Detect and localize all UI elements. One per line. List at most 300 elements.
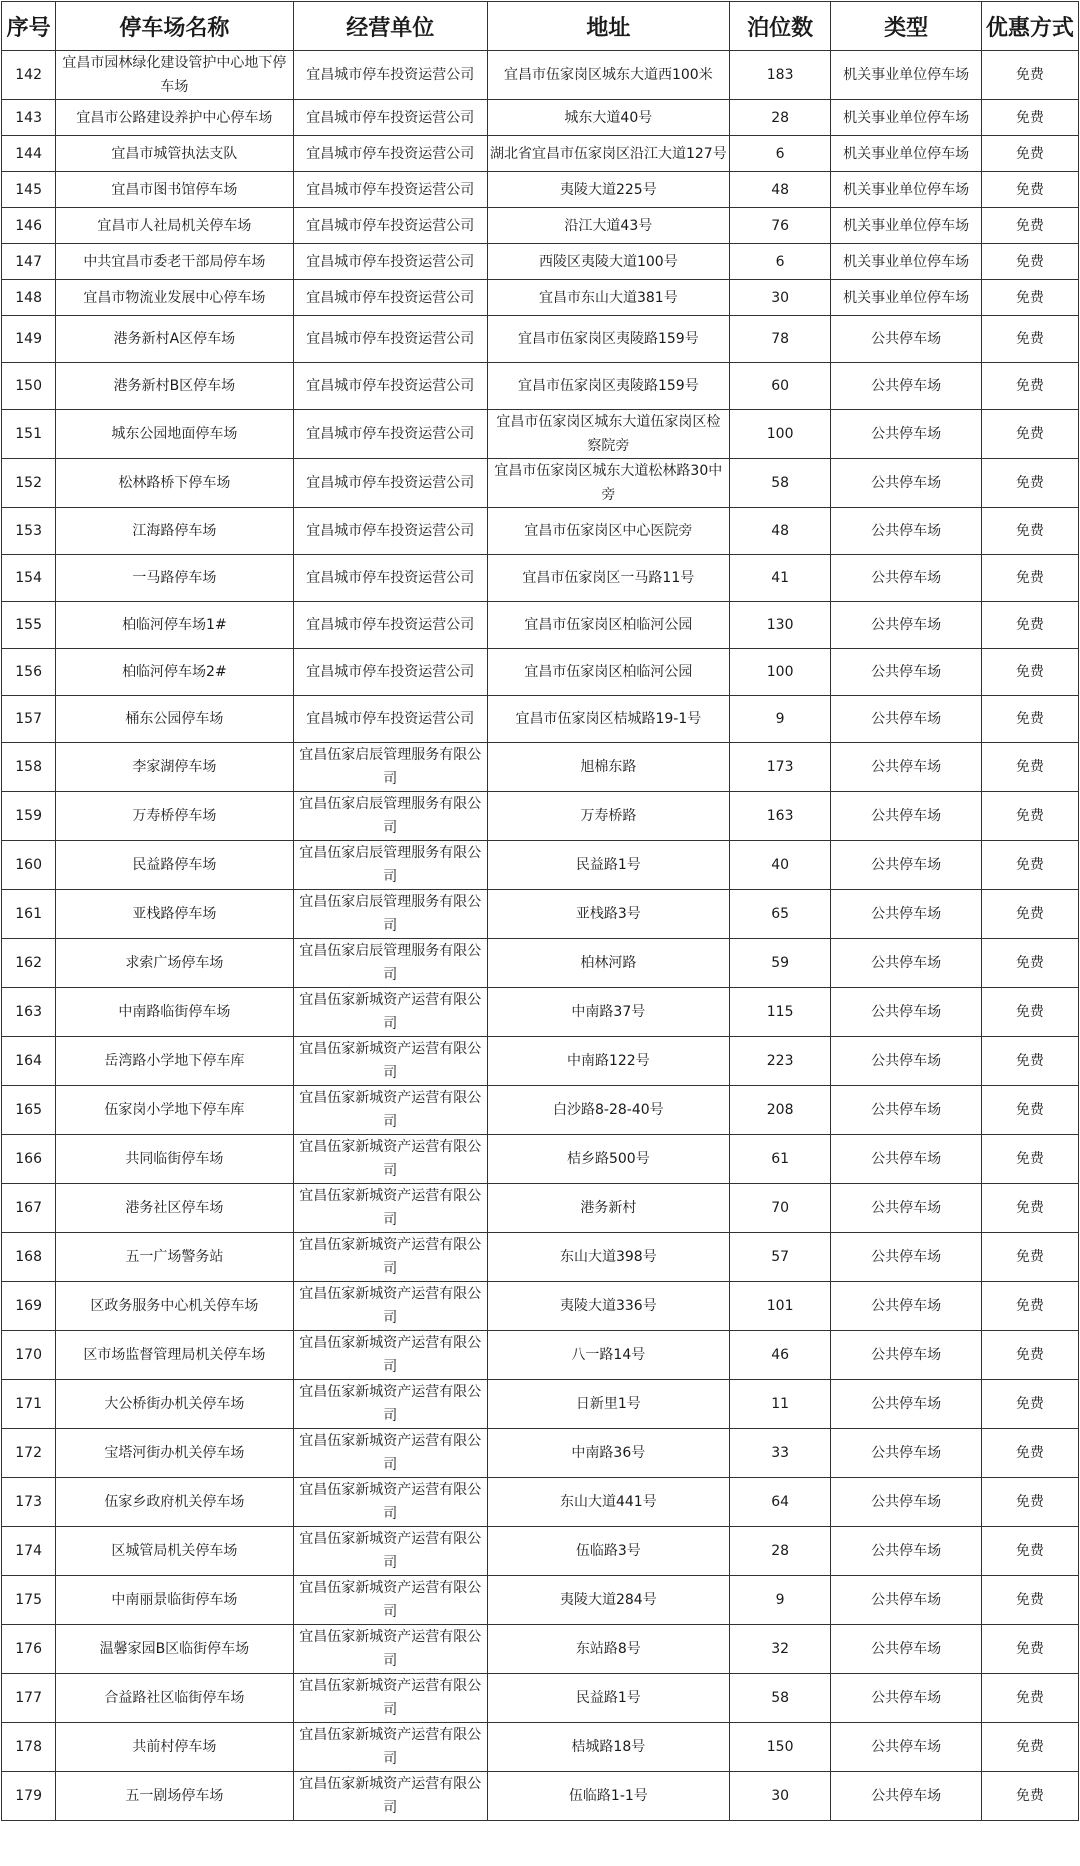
- cell-parking-name: 港务社区停车场: [56, 1184, 293, 1233]
- table-row: [2, 172, 1079, 208]
- table-row: [2, 743, 1079, 792]
- cell-address: 万寿桥路: [487, 792, 729, 841]
- cell-parking-name: 中共宜昌市委老干部局停车场: [56, 244, 293, 280]
- cell-address: 民益路1号: [487, 841, 729, 890]
- cell-serial-no: 146: [2, 208, 56, 244]
- cell-parking-name: 区城管局机关停车场: [56, 1527, 293, 1576]
- cell-spaces: 48: [729, 172, 831, 208]
- cell-discount: 免费: [981, 939, 1078, 988]
- table-header-row: [2, 2, 1079, 51]
- cell-address: 夷陵大道336号: [487, 1282, 729, 1331]
- table-row: [2, 508, 1079, 555]
- cell-operator: 宜昌城市停车投资运营公司: [293, 696, 487, 743]
- table-row: [2, 244, 1079, 280]
- cell-parking-name: 共同临街停车场: [56, 1135, 293, 1184]
- cell-serial-no: 177: [2, 1674, 56, 1723]
- cell-serial-no: 149: [2, 316, 56, 363]
- cell-parking-name: 柏临河停车场2#: [56, 649, 293, 696]
- cell-address: 白沙路8-28-40号: [487, 1086, 729, 1135]
- cell-type: 公共停车场: [831, 1037, 981, 1086]
- table-row: [2, 1772, 1079, 1821]
- cell-parking-name: 宜昌市城管执法支队: [56, 136, 293, 172]
- cell-discount: 免费: [981, 1331, 1078, 1380]
- cell-spaces: 33: [729, 1429, 831, 1478]
- table-row: [2, 459, 1079, 508]
- header-discount: 优惠方式: [981, 2, 1078, 51]
- cell-serial-no: 169: [2, 1282, 56, 1331]
- cell-operator: 宜昌城市停车投资运营公司: [293, 363, 487, 410]
- cell-parking-name: 求索广场停车场: [56, 939, 293, 988]
- table-row: [2, 1674, 1079, 1723]
- cell-type: 公共停车场: [831, 1576, 981, 1625]
- cell-discount: 免费: [981, 363, 1078, 410]
- cell-address: 桔乡路500号: [487, 1135, 729, 1184]
- table-row: [2, 1331, 1079, 1380]
- cell-spaces: 11: [729, 1380, 831, 1429]
- cell-type: 公共停车场: [831, 696, 981, 743]
- cell-spaces: 100: [729, 649, 831, 696]
- table-row: [2, 602, 1079, 649]
- cell-address: 中南路37号: [487, 988, 729, 1037]
- cell-spaces: 78: [729, 316, 831, 363]
- cell-operator: 宜昌城市停车投资运营公司: [293, 244, 487, 280]
- cell-parking-name: 伍家乡政府机关停车场: [56, 1478, 293, 1527]
- cell-serial-no: 176: [2, 1625, 56, 1674]
- cell-parking-name: 岳湾路小学地下停车库: [56, 1037, 293, 1086]
- cell-serial-no: 145: [2, 172, 56, 208]
- cell-discount: 免费: [981, 988, 1078, 1037]
- cell-parking-name: 宜昌市人社局机关停车场: [56, 208, 293, 244]
- cell-type: 公共停车场: [831, 988, 981, 1037]
- cell-spaces: 41: [729, 555, 831, 602]
- cell-address: 宜昌市伍家岗区中心医院旁: [487, 508, 729, 555]
- table-row: [2, 1723, 1079, 1772]
- cell-serial-no: 155: [2, 602, 56, 649]
- cell-spaces: 208: [729, 1086, 831, 1135]
- cell-parking-name: 宜昌市园林绿化建设管护中心地下停车场: [56, 51, 293, 100]
- cell-address: 日新里1号: [487, 1380, 729, 1429]
- cell-address: 夷陵大道284号: [487, 1576, 729, 1625]
- cell-operator: 宜昌城市停车投资运营公司: [293, 649, 487, 696]
- cell-spaces: 28: [729, 100, 831, 136]
- cell-serial-no: 179: [2, 1772, 56, 1821]
- cell-spaces: 9: [729, 1576, 831, 1625]
- cell-discount: 免费: [981, 1576, 1078, 1625]
- cell-discount: 免费: [981, 244, 1078, 280]
- table-row: [2, 410, 1079, 459]
- table-row: [2, 649, 1079, 696]
- cell-spaces: 32: [729, 1625, 831, 1674]
- cell-spaces: 173: [729, 743, 831, 792]
- cell-serial-no: 157: [2, 696, 56, 743]
- table-row: [2, 792, 1079, 841]
- cell-spaces: 6: [729, 244, 831, 280]
- cell-operator: 宜昌伍家新城资产运营有限公司: [293, 1772, 487, 1821]
- cell-parking-name: 亚栈路停车场: [56, 890, 293, 939]
- cell-spaces: 183: [729, 51, 831, 100]
- cell-parking-name: 共前村停车场: [56, 1723, 293, 1772]
- cell-type: 机关事业单位停车场: [831, 172, 981, 208]
- cell-parking-name: 伍家岗小学地下停车库: [56, 1086, 293, 1135]
- cell-address: 沿江大道43号: [487, 208, 729, 244]
- cell-serial-no: 160: [2, 841, 56, 890]
- cell-operator: 宜昌伍家新城资产运营有限公司: [293, 1086, 487, 1135]
- cell-spaces: 100: [729, 410, 831, 459]
- cell-discount: 免费: [981, 1086, 1078, 1135]
- cell-parking-name: 港务新村B区停车场: [56, 363, 293, 410]
- cell-parking-name: 温馨家园B区临街停车场: [56, 1625, 293, 1674]
- cell-discount: 免费: [981, 743, 1078, 792]
- cell-serial-no: 153: [2, 508, 56, 555]
- cell-serial-no: 143: [2, 100, 56, 136]
- cell-address: 伍临路1-1号: [487, 1772, 729, 1821]
- cell-parking-name: 万寿桥停车场: [56, 792, 293, 841]
- cell-address: 宜昌市伍家岗区城东大道松林路30中旁: [487, 459, 729, 508]
- cell-serial-no: 163: [2, 988, 56, 1037]
- cell-spaces: 46: [729, 1331, 831, 1380]
- cell-type: 公共停车场: [831, 1380, 981, 1429]
- cell-parking-name: 五一剧场停车场: [56, 1772, 293, 1821]
- cell-operator: 宜昌伍家启辰管理服务有限公司: [293, 890, 487, 939]
- cell-type: 公共停车场: [831, 508, 981, 555]
- cell-operator: 宜昌伍家新城资产运营有限公司: [293, 1282, 487, 1331]
- cell-type: 机关事业单位停车场: [831, 280, 981, 316]
- cell-type: 机关事业单位停车场: [831, 100, 981, 136]
- cell-serial-no: 175: [2, 1576, 56, 1625]
- cell-discount: 免费: [981, 1135, 1078, 1184]
- cell-serial-no: 167: [2, 1184, 56, 1233]
- cell-type: 公共停车场: [831, 1135, 981, 1184]
- cell-operator: 宜昌伍家新城资产运营有限公司: [293, 1233, 487, 1282]
- table-row: [2, 136, 1079, 172]
- cell-type: 公共停车场: [831, 1331, 981, 1380]
- cell-type: 公共停车场: [831, 1282, 981, 1331]
- cell-operator: 宜昌伍家新城资产运营有限公司: [293, 1723, 487, 1772]
- cell-operator: 宜昌伍家新城资产运营有限公司: [293, 1037, 487, 1086]
- cell-operator: 宜昌伍家启辰管理服务有限公司: [293, 939, 487, 988]
- cell-discount: 免费: [981, 1380, 1078, 1429]
- cell-operator: 宜昌城市停车投资运营公司: [293, 208, 487, 244]
- cell-serial-no: 170: [2, 1331, 56, 1380]
- cell-type: 公共停车场: [831, 939, 981, 988]
- table-row: [2, 51, 1079, 100]
- cell-serial-no: 162: [2, 939, 56, 988]
- cell-operator: 宜昌城市停车投资运营公司: [293, 100, 487, 136]
- cell-operator: 宜昌伍家新城资产运营有限公司: [293, 1674, 487, 1723]
- cell-operator: 宜昌伍家新城资产运营有限公司: [293, 1184, 487, 1233]
- cell-type: 公共停车场: [831, 1527, 981, 1576]
- cell-parking-name: 城东公园地面停车场: [56, 410, 293, 459]
- cell-operator: 宜昌伍家新城资产运营有限公司: [293, 1380, 487, 1429]
- cell-operator: 宜昌城市停车投资运营公司: [293, 172, 487, 208]
- cell-serial-no: 165: [2, 1086, 56, 1135]
- table-row: [2, 939, 1079, 988]
- cell-address: 亚栈路3号: [487, 890, 729, 939]
- table-body: [2, 51, 1079, 1821]
- cell-spaces: 60: [729, 363, 831, 410]
- cell-discount: 免费: [981, 1282, 1078, 1331]
- cell-type: 公共停车场: [831, 792, 981, 841]
- cell-spaces: 30: [729, 280, 831, 316]
- table-row: [2, 1086, 1079, 1135]
- cell-spaces: 70: [729, 1184, 831, 1233]
- cell-parking-name: 民益路停车场: [56, 841, 293, 890]
- header-spaces: 泊位数: [729, 2, 831, 51]
- cell-serial-no: 178: [2, 1723, 56, 1772]
- cell-discount: 免费: [981, 100, 1078, 136]
- cell-serial-no: 173: [2, 1478, 56, 1527]
- cell-operator: 宜昌伍家新城资产运营有限公司: [293, 1478, 487, 1527]
- cell-spaces: 115: [729, 988, 831, 1037]
- cell-serial-no: 144: [2, 136, 56, 172]
- cell-address: 夷陵大道225号: [487, 172, 729, 208]
- cell-serial-no: 166: [2, 1135, 56, 1184]
- table-row: [2, 316, 1079, 363]
- cell-type: 公共停车场: [831, 602, 981, 649]
- cell-operator: 宜昌城市停车投资运营公司: [293, 51, 487, 100]
- cell-discount: 免费: [981, 316, 1078, 363]
- cell-type: 公共停车场: [831, 1723, 981, 1772]
- table-row: [2, 100, 1079, 136]
- cell-discount: 免费: [981, 792, 1078, 841]
- cell-parking-name: 中南丽景临街停车场: [56, 1576, 293, 1625]
- table-row: [2, 1184, 1079, 1233]
- cell-parking-name: 桶东公园停车场: [56, 696, 293, 743]
- cell-spaces: 30: [729, 1772, 831, 1821]
- cell-serial-no: 142: [2, 51, 56, 100]
- cell-serial-no: 174: [2, 1527, 56, 1576]
- cell-discount: 免费: [981, 410, 1078, 459]
- cell-parking-name: 中南路临街停车场: [56, 988, 293, 1037]
- cell-serial-no: 154: [2, 555, 56, 602]
- cell-spaces: 58: [729, 459, 831, 508]
- cell-spaces: 64: [729, 1478, 831, 1527]
- cell-address: 宜昌市伍家岗区柏临河公园: [487, 649, 729, 696]
- cell-address: 宜昌市伍家岗区夷陵路159号: [487, 316, 729, 363]
- cell-address: 宜昌市伍家岗区夷陵路159号: [487, 363, 729, 410]
- cell-serial-no: 151: [2, 410, 56, 459]
- cell-type: 公共停车场: [831, 890, 981, 939]
- cell-type: 机关事业单位停车场: [831, 208, 981, 244]
- cell-address: 港务新村: [487, 1184, 729, 1233]
- table-row: [2, 1380, 1079, 1429]
- cell-operator: 宜昌城市停车投资运营公司: [293, 316, 487, 363]
- cell-operator: 宜昌城市停车投资运营公司: [293, 459, 487, 508]
- cell-discount: 免费: [981, 1184, 1078, 1233]
- cell-type: 公共停车场: [831, 1233, 981, 1282]
- table-row: [2, 208, 1079, 244]
- cell-address: 宜昌市伍家岗区城东大道西100米: [487, 51, 729, 100]
- cell-spaces: 58: [729, 1674, 831, 1723]
- table-row: [2, 280, 1079, 316]
- cell-address: 宜昌市伍家岗区桔城路19-1号: [487, 696, 729, 743]
- cell-discount: 免费: [981, 602, 1078, 649]
- cell-parking-name: 柏临河停车场1#: [56, 602, 293, 649]
- cell-discount: 免费: [981, 841, 1078, 890]
- cell-address: 宜昌市伍家岗区一马路11号: [487, 555, 729, 602]
- cell-address: 中南路122号: [487, 1037, 729, 1086]
- cell-serial-no: 148: [2, 280, 56, 316]
- cell-type: 机关事业单位停车场: [831, 136, 981, 172]
- cell-spaces: 6: [729, 136, 831, 172]
- cell-spaces: 59: [729, 939, 831, 988]
- cell-discount: 免费: [981, 1233, 1078, 1282]
- cell-discount: 免费: [981, 1674, 1078, 1723]
- cell-parking-name: 五一广场警务站: [56, 1233, 293, 1282]
- cell-type: 公共停车场: [831, 1772, 981, 1821]
- cell-spaces: 130: [729, 602, 831, 649]
- cell-discount: 免费: [981, 1429, 1078, 1478]
- cell-type: 公共停车场: [831, 316, 981, 363]
- cell-discount: 免费: [981, 649, 1078, 696]
- cell-address: 中南路36号: [487, 1429, 729, 1478]
- cell-discount: 免费: [981, 280, 1078, 316]
- cell-address: 宜昌市伍家岗区城东大道伍家岗区检察院旁: [487, 410, 729, 459]
- cell-spaces: 163: [729, 792, 831, 841]
- cell-type: 公共停车场: [831, 1674, 981, 1723]
- table-row: [2, 890, 1079, 939]
- header-address: 地址: [487, 2, 729, 51]
- cell-spaces: 65: [729, 890, 831, 939]
- table-row: [2, 1282, 1079, 1331]
- cell-operator: 宜昌伍家新城资产运营有限公司: [293, 1135, 487, 1184]
- cell-operator: 宜昌城市停车投资运营公司: [293, 508, 487, 555]
- cell-address: 伍临路3号: [487, 1527, 729, 1576]
- cell-serial-no: 159: [2, 792, 56, 841]
- cell-address: 八一路14号: [487, 1331, 729, 1380]
- cell-type: 公共停车场: [831, 459, 981, 508]
- cell-operator: 宜昌伍家新城资产运营有限公司: [293, 1527, 487, 1576]
- table-row: [2, 988, 1079, 1037]
- cell-spaces: 28: [729, 1527, 831, 1576]
- cell-type: 公共停车场: [831, 1429, 981, 1478]
- cell-address: 东山大道441号: [487, 1478, 729, 1527]
- cell-spaces: 150: [729, 1723, 831, 1772]
- cell-serial-no: 164: [2, 1037, 56, 1086]
- cell-serial-no: 168: [2, 1233, 56, 1282]
- cell-serial-no: 152: [2, 459, 56, 508]
- cell-serial-no: 147: [2, 244, 56, 280]
- cell-discount: 免费: [981, 136, 1078, 172]
- cell-discount: 免费: [981, 51, 1078, 100]
- cell-operator: 宜昌城市停车投资运营公司: [293, 602, 487, 649]
- cell-address: 西陵区夷陵大道100号: [487, 244, 729, 280]
- cell-spaces: 57: [729, 1233, 831, 1282]
- cell-address: 民益路1号: [487, 1674, 729, 1723]
- cell-discount: 免费: [981, 1478, 1078, 1527]
- cell-address: 湖北省宜昌市伍家岗区沿江大道127号: [487, 136, 729, 172]
- cell-parking-name: 宜昌市公路建设养护中心停车场: [56, 100, 293, 136]
- header-type: 类型: [831, 2, 981, 51]
- cell-parking-name: 一马路停车场: [56, 555, 293, 602]
- cell-spaces: 223: [729, 1037, 831, 1086]
- cell-operator: 宜昌城市停车投资运营公司: [293, 136, 487, 172]
- cell-type: 公共停车场: [831, 649, 981, 696]
- header-operator: 经营单位: [293, 2, 487, 51]
- cell-parking-name: 宜昌市图书馆停车场: [56, 172, 293, 208]
- cell-parking-name: 区市场监督管理局机关停车场: [56, 1331, 293, 1380]
- cell-operator: 宜昌伍家新城资产运营有限公司: [293, 988, 487, 1037]
- cell-type: 公共停车场: [831, 1625, 981, 1674]
- cell-parking-name: 港务新村A区停车场: [56, 316, 293, 363]
- cell-type: 机关事业单位停车场: [831, 51, 981, 100]
- cell-discount: 免费: [981, 1723, 1078, 1772]
- cell-type: 公共停车场: [831, 1184, 981, 1233]
- table-row: [2, 1233, 1079, 1282]
- cell-discount: 免费: [981, 508, 1078, 555]
- cell-operator: 宜昌伍家新城资产运营有限公司: [293, 1625, 487, 1674]
- cell-discount: 免费: [981, 890, 1078, 939]
- cell-serial-no: 158: [2, 743, 56, 792]
- cell-type: 公共停车场: [831, 410, 981, 459]
- cell-type: 公共停车场: [831, 841, 981, 890]
- cell-operator: 宜昌城市停车投资运营公司: [293, 555, 487, 602]
- cell-parking-name: 合益路社区临街停车场: [56, 1674, 293, 1723]
- cell-operator: 宜昌伍家新城资产运营有限公司: [293, 1429, 487, 1478]
- table-row: [2, 1625, 1079, 1674]
- cell-operator: 宜昌伍家启辰管理服务有限公司: [293, 841, 487, 890]
- cell-address: 东山大道398号: [487, 1233, 729, 1282]
- cell-discount: 免费: [981, 1527, 1078, 1576]
- cell-discount: 免费: [981, 172, 1078, 208]
- cell-spaces: 48: [729, 508, 831, 555]
- cell-type: 机关事业单位停车场: [831, 244, 981, 280]
- cell-spaces: 40: [729, 841, 831, 890]
- cell-operator: 宜昌伍家新城资产运营有限公司: [293, 1576, 487, 1625]
- table-row: [2, 555, 1079, 602]
- cell-serial-no: 150: [2, 363, 56, 410]
- cell-spaces: 101: [729, 1282, 831, 1331]
- cell-serial-no: 156: [2, 649, 56, 696]
- cell-operator: 宜昌城市停车投资运营公司: [293, 280, 487, 316]
- table-row: [2, 1527, 1079, 1576]
- cell-parking-name: 大公桥街办机关停车场: [56, 1380, 293, 1429]
- table-row: [2, 841, 1079, 890]
- cell-discount: 免费: [981, 555, 1078, 602]
- cell-address: 桔城路18号: [487, 1723, 729, 1772]
- table-row: [2, 363, 1079, 410]
- cell-operator: 宜昌伍家启辰管理服务有限公司: [293, 792, 487, 841]
- cell-parking-name: 松林路桥下停车场: [56, 459, 293, 508]
- cell-spaces: 61: [729, 1135, 831, 1184]
- cell-type: 公共停车场: [831, 1478, 981, 1527]
- cell-parking-name: 区政务服务中心机关停车场: [56, 1282, 293, 1331]
- cell-discount: 免费: [981, 1037, 1078, 1086]
- header-serial-no: 序号: [2, 2, 56, 51]
- cell-type: 公共停车场: [831, 743, 981, 792]
- cell-discount: 免费: [981, 208, 1078, 244]
- parking-lot-table: [1, 1, 1079, 1821]
- cell-operator: 宜昌城市停车投资运营公司: [293, 410, 487, 459]
- cell-address: 宜昌市伍家岗区柏临河公园: [487, 602, 729, 649]
- cell-discount: 免费: [981, 1772, 1078, 1821]
- cell-parking-name: 李家湖停车场: [56, 743, 293, 792]
- cell-spaces: 76: [729, 208, 831, 244]
- cell-parking-name: 宜昌市物流业发展中心停车场: [56, 280, 293, 316]
- cell-serial-no: 171: [2, 1380, 56, 1429]
- cell-discount: 免费: [981, 696, 1078, 743]
- cell-type: 公共停车场: [831, 363, 981, 410]
- table-row: [2, 1576, 1079, 1625]
- cell-address: 柏林河路: [487, 939, 729, 988]
- cell-operator: 宜昌伍家启辰管理服务有限公司: [293, 743, 487, 792]
- table-row: [2, 696, 1079, 743]
- cell-spaces: 9: [729, 696, 831, 743]
- cell-discount: 免费: [981, 459, 1078, 508]
- cell-discount: 免费: [981, 1625, 1078, 1674]
- cell-parking-name: 宝塔河街办机关停车场: [56, 1429, 293, 1478]
- cell-parking-name: 江海路停车场: [56, 508, 293, 555]
